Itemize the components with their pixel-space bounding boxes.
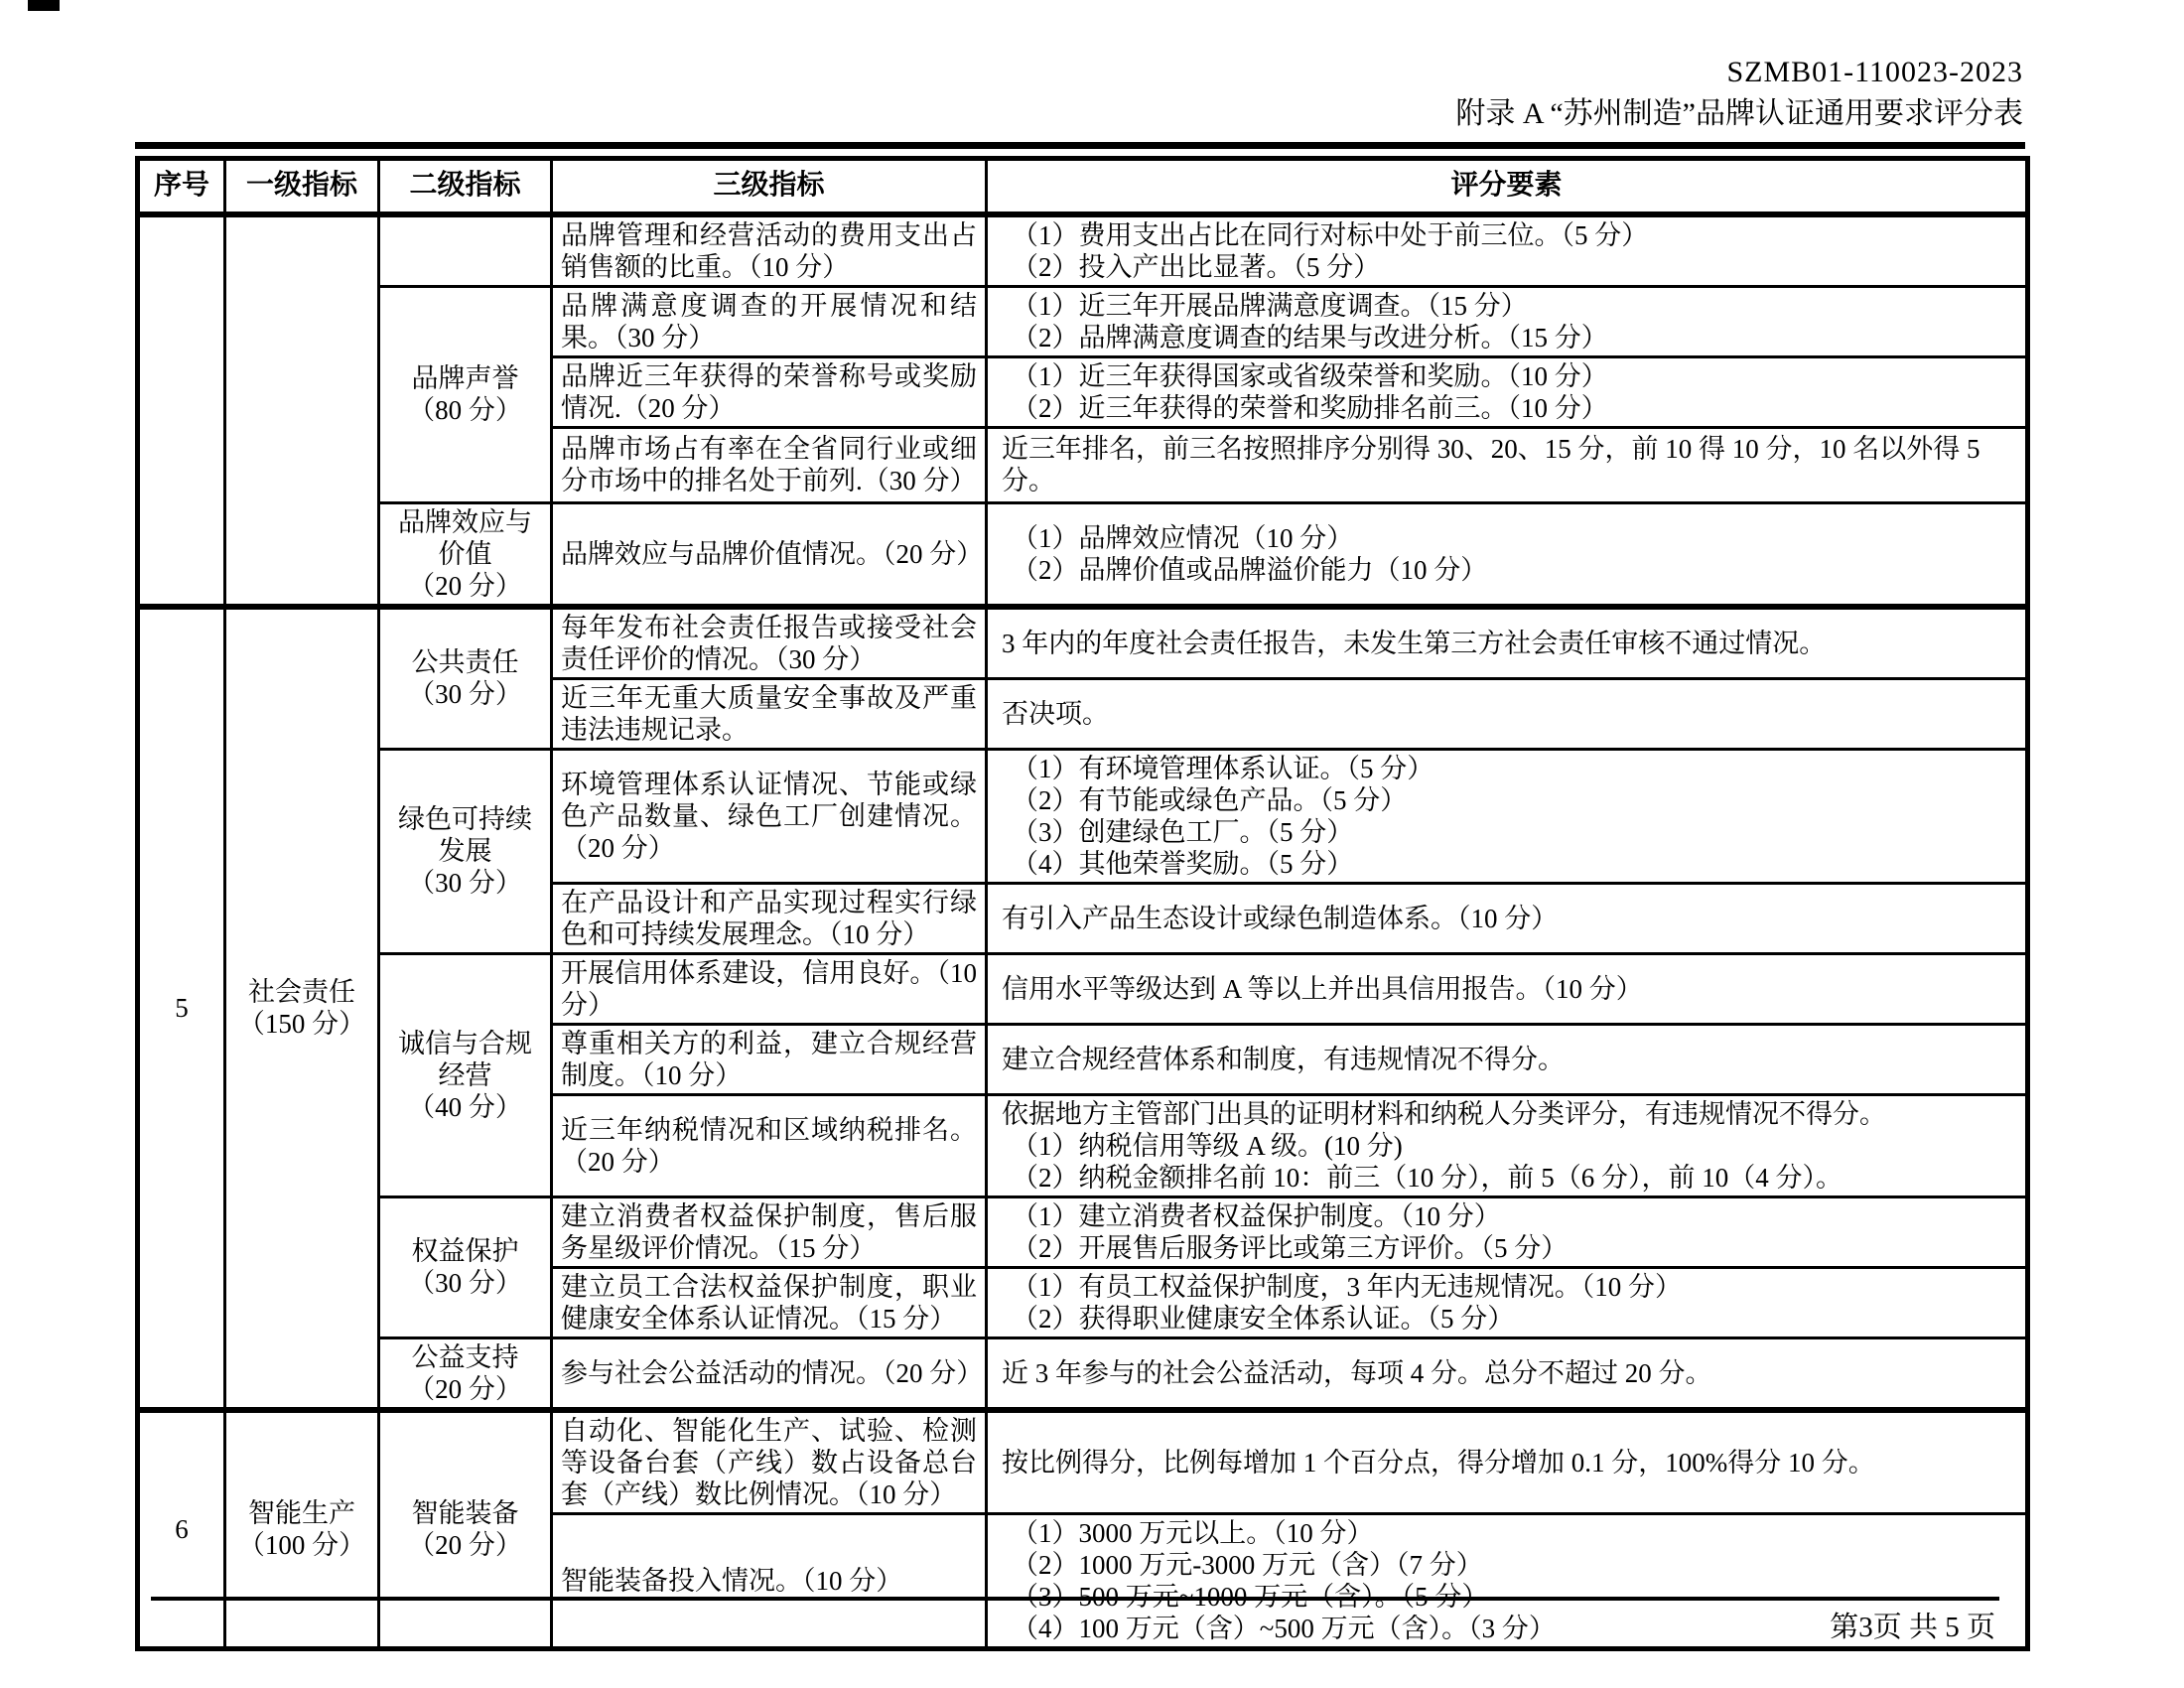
score-item: （1）建立消费者权益保护制度。（10 分） — [1012, 1200, 1501, 1231]
score-item: 有引入产品生态设计或绿色制造体系。（10 分） — [1002, 903, 1559, 933]
score-item: 按比例得分，比例每增加 1 个百分点，得分增加 0.1 分，100%得分 10 分。 — [1002, 1447, 1875, 1477]
score-item: （2）近三年获得的荣誉和奖励排名前三。（10 分） — [1012, 392, 1608, 423]
level3-text: 环境管理体系认证情况、节能或绿色产品数量、绿色工厂创建情况。（20 分） — [561, 769, 977, 863]
level3-cell — [552, 883, 987, 953]
level2-score: （80 分） — [408, 395, 522, 425]
score-item: （3）创建绿色工厂。（5 分） — [1012, 816, 1354, 847]
level3-cell — [552, 1094, 987, 1196]
level1-cell-empty — [225, 214, 379, 607]
score-item: （4）其他荣誉奖励。（5 分） — [1012, 848, 1354, 879]
level1-score: （150 分） — [237, 1009, 366, 1039]
column-header-score: 评分要素 — [987, 159, 2028, 214]
score-item: （1）纳税信用等级 A 级。(10 分) — [1012, 1130, 1403, 1161]
score-item: 近 3 年参与的社会公益活动，每项 4 分。总分不超过 20 分。 — [1002, 1357, 1712, 1388]
table-row — [138, 607, 2028, 679]
level3-cell — [552, 1024, 987, 1094]
level3-cell — [552, 1267, 987, 1337]
level3-text: 品牌市场占有率在全省同行业或细分市场中的排名处于前列.（30 分） — [561, 434, 977, 495]
level2-score: （20 分） — [408, 1530, 522, 1560]
column-header-level1: 一级指标 — [225, 159, 379, 214]
level2-text: 经营 — [438, 1059, 492, 1090]
scan-artifact — [28, 0, 60, 11]
score-cell — [987, 214, 2028, 287]
level2-text: 公共责任 — [411, 647, 519, 677]
score-item: （2）获得职业健康安全体系认证。（5 分） — [1012, 1303, 1515, 1334]
score-item: 近三年排名，前三名按照排序分别得 30、20、15 分，前 10 得 10 分，10 名以外得 5 分。 — [1002, 434, 1980, 495]
level2-cell-green-sustainable — [379, 749, 552, 953]
score-cell — [987, 678, 2028, 749]
level3-text: 每年发布社会责任报告或接受社会责任评价的情况。（30 分） — [561, 612, 977, 674]
level3-text: 尊重相关方的利益，建立合规经营制度。（10 分） — [561, 1028, 977, 1090]
level3-text: 近三年无重大质量安全事故及严重违法违规记录。 — [561, 682, 977, 745]
level3-cell — [552, 1196, 987, 1267]
header-rule — [135, 142, 2025, 149]
level3-cell — [552, 427, 987, 502]
level2-text: 品牌效应与 — [398, 506, 532, 537]
score-item: （1）有员工权益保护制度，3 年内无违规情况。（10 分） — [1012, 1271, 1682, 1302]
level3-cell — [552, 1410, 987, 1514]
level1-text: 智能生产 — [248, 1498, 355, 1528]
score-item: （2）有节能或绿色产品。（5 分） — [1012, 784, 1408, 815]
level3-cell — [552, 502, 987, 607]
table-row — [138, 502, 2028, 607]
document-header — [1455, 52, 2023, 135]
score-cell — [987, 1094, 2028, 1196]
score-item: 信用水平等级达到 A 等以上并出具信用报告。（10 分） — [1002, 973, 1643, 1004]
level2-text: 权益保护 — [411, 1236, 519, 1266]
score-item: （1）近三年获得国家或省级荣誉和奖励。（10 分） — [1012, 360, 1608, 391]
level2-score: （30 分） — [408, 868, 522, 898]
table-row — [138, 1337, 2028, 1410]
score-item: 否决项。 — [1002, 698, 1109, 729]
document-title: 附录 A “苏州制造”品牌认证通用要求评分表 — [1455, 97, 2023, 130]
score-cell — [987, 1410, 2028, 1514]
score-cell — [987, 1337, 2028, 1410]
level2-score: （30 分） — [408, 679, 522, 709]
column-header-seq: 序号 — [138, 159, 225, 214]
level2-cell-integrity-compliance — [379, 953, 552, 1196]
level1-score: （100 分） — [237, 1530, 366, 1560]
level2-text: 诚信与合规 — [398, 1028, 532, 1058]
level1-cell-social-responsibility — [225, 607, 379, 1410]
level2-text: 价值 — [438, 538, 492, 569]
table-row — [138, 953, 2028, 1024]
level2-cell-smart-equipment — [379, 1410, 552, 1649]
seq-cell-6: 6 — [138, 1410, 225, 1649]
level3-cell — [552, 749, 987, 883]
level3-cell — [552, 953, 987, 1024]
level2-cell-brand-effect-value — [379, 502, 552, 607]
score-item: （1）3000 万元以上。（10 分） — [1012, 1517, 1374, 1548]
level2-text: 绿色可持续 — [398, 804, 532, 834]
score-item: （1）费用支出占比在同行对标中处于前三位。（5 分） — [1012, 219, 1649, 250]
score-item: 3 年内的年度社会责任报告，未发生第三方社会责任审核不通过情况。 — [1002, 628, 1827, 658]
level3-cell — [552, 356, 987, 427]
table-header-row — [138, 159, 2028, 214]
level2-text: 品牌声誉 — [411, 363, 519, 393]
score-cell — [987, 1267, 2028, 1337]
level3-text: 参与社会公益活动的情况。（20 分） — [561, 1357, 984, 1388]
column-header-level3: 三级指标 — [552, 159, 987, 214]
score-item: （2）品牌价值或品牌溢价能力（10 分） — [1012, 554, 1488, 585]
score-cell — [987, 607, 2028, 679]
score-item: （1）有环境管理体系认证。（5 分） — [1012, 753, 1434, 783]
score-cell — [987, 502, 2028, 607]
scoring-table — [135, 156, 2030, 1651]
level3-cell — [552, 1337, 987, 1410]
document-code: SZMB01-110023-2023 — [1726, 56, 2023, 88]
level3-cell — [552, 286, 987, 356]
level2-score: （30 分） — [408, 1268, 522, 1298]
score-item: （4）100 万元（含）~500 万元（含）。（3 分） — [1012, 1613, 1556, 1643]
level3-cell — [552, 678, 987, 749]
level3-text: 品牌近三年获得的荣誉称号或奖励情况.（20 分） — [561, 360, 977, 423]
table-row — [138, 1196, 2028, 1267]
score-item: （2）投入产出比显著。（5 分） — [1012, 251, 1381, 282]
level3-text: 在产品设计和产品实现过程实行绿色和可持续发展理念。（10 分） — [561, 887, 977, 949]
level1-text: 社会责任 — [248, 977, 355, 1007]
level3-text: 建立消费者权益保护制度，售后服务星级评价情况。（15 分） — [561, 1200, 977, 1263]
level2-score: （20 分） — [408, 570, 522, 601]
level1-cell-smart-production — [225, 1410, 379, 1649]
table-row — [138, 1410, 2028, 1514]
level3-cell — [552, 214, 987, 287]
level3-text: 品牌满意度调查的开展情况和结果。（30 分） — [561, 290, 977, 352]
level3-cell — [552, 607, 987, 679]
level3-text: 建立员工合法权益保护制度，职业健康安全体系认证情况。（15 分） — [561, 1271, 977, 1334]
level2-score: （20 分） — [408, 1373, 522, 1404]
level2-cell-public-welfare — [379, 1337, 552, 1410]
level2-cell-brand-reputation — [379, 286, 552, 502]
level3-cell — [552, 1513, 987, 1648]
level2-text: 智能装备 — [411, 1498, 519, 1528]
score-cell — [987, 427, 2028, 502]
column-header-level2: 二级指标 — [379, 159, 552, 214]
level2-score: （40 分） — [408, 1091, 522, 1122]
seq-cell-empty — [138, 214, 225, 607]
score-item: （1）近三年开展品牌满意度调查。（15 分） — [1012, 290, 1528, 321]
footer-rule — [151, 1597, 1999, 1601]
level2-cell-public-responsibility — [379, 607, 552, 750]
score-item: （1）品牌效应情况（10 分） — [1012, 522, 1354, 553]
score-cell — [987, 953, 2028, 1024]
score-item: 建立合规经营体系和制度，有违规情况不得分。 — [1002, 1044, 1565, 1074]
score-cell — [987, 1024, 2028, 1094]
score-item: （2）1000 万元-3000 万元（含）（7 分） — [1012, 1549, 1483, 1580]
page-number: 第3页 共 5 页 — [1830, 1612, 1995, 1643]
level3-text: 品牌管理和经营活动的费用支出占销售额的比重。（10 分） — [561, 219, 977, 282]
level3-text: 品牌效应与品牌价值情况。（20 分） — [561, 538, 984, 569]
level2-text: 发展 — [438, 836, 492, 866]
score-cell — [987, 883, 2028, 953]
score-cell — [987, 356, 2028, 427]
table-row — [138, 749, 2028, 883]
score-item: 依据地方主管部门出具的证明材料和纳税人分类评分，有违规情况不得分。 — [1002, 1098, 1886, 1129]
level3-text: 自动化、智能化生产、试验、检测等设备台套（产线）数占设备总台套（产线）数比例情况。（10 分） — [561, 1415, 977, 1509]
score-item: （2）品牌满意度调查的结果与改进分析。（15 分） — [1012, 322, 1608, 352]
level3-text: 开展信用体系建设，信用良好。（10 分） — [561, 957, 977, 1020]
table-row — [138, 214, 2028, 287]
seq-cell-5: 5 — [138, 607, 225, 1410]
score-item: （2）开展售后服务评比或第三方评价。（5 分） — [1012, 1232, 1569, 1263]
level3-text: 智能装备投入情况。（10 分） — [561, 1565, 903, 1596]
score-item: （2）纳税金额排名前 10：前三（10 分），前 5（6 分），前 10（4 分）。 — [1012, 1162, 1843, 1193]
score-cell — [987, 1196, 2028, 1267]
level2-cell-empty — [379, 214, 552, 287]
table-row — [138, 286, 2028, 356]
level2-text: 公益支持 — [411, 1341, 519, 1372]
level2-cell-rights-protection — [379, 1196, 552, 1337]
score-cell — [987, 286, 2028, 356]
level3-text: 近三年纳税情况和区域纳税排名。（20 分） — [561, 1114, 977, 1177]
score-cell — [987, 749, 2028, 883]
